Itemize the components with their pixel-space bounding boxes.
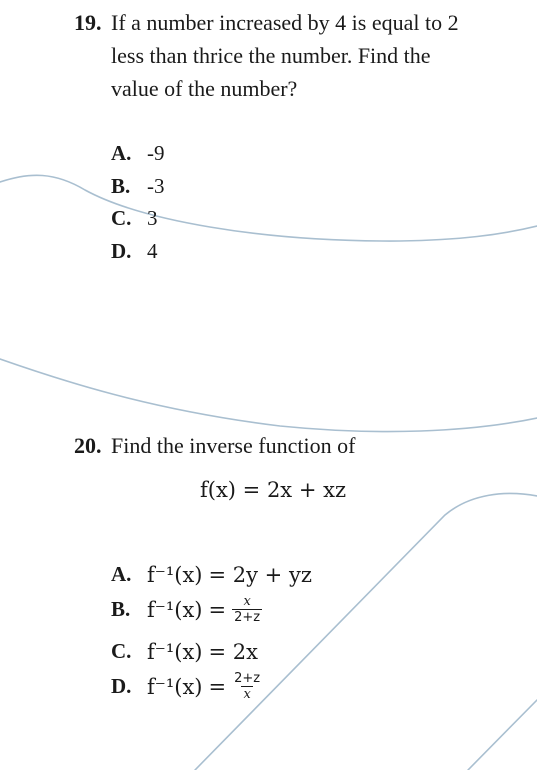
q20-option-b-letter: B.	[111, 597, 131, 621]
decor-curve-middle	[0, 359, 537, 432]
q19-option-b-value: -3	[147, 173, 165, 198]
question-19-number: 19.	[74, 10, 102, 35]
q20-option-d-fraction	[232, 671, 262, 702]
q19-option-b-letter: B.	[111, 173, 131, 198]
question-20	[74, 429, 514, 462]
q20-option-c-rhs: = 2x	[208, 639, 258, 664]
q19-option-a-value: -9	[147, 141, 165, 165]
q19-option-b[interactable]	[111, 170, 165, 203]
q20-option-d-lhs: f⁻¹(x)	[147, 674, 203, 699]
question-19-text-line-3: value of the number?	[111, 76, 298, 101]
question-20-number: 20.	[74, 433, 102, 458]
q20-option-a-lhs: f⁻¹(x)	[147, 562, 203, 587]
question-19-text-line-1: If a number increased by 4 is equal to 2	[111, 10, 459, 35]
q19-option-c-letter: C.	[111, 206, 132, 230]
question-19-options	[111, 137, 165, 267]
q20-option-b-denominator: 2+z	[234, 610, 261, 625]
q20-option-c-lhs: f⁻¹(x)	[147, 639, 203, 664]
q20-option-d-equals: =	[208, 674, 227, 699]
q20-option-a-letter: A.	[111, 562, 132, 586]
question-20-equation: f(x) = 2x + xz	[200, 478, 347, 502]
decor-curve-right	[195, 493, 537, 770]
q19-option-c-value: 3	[147, 206, 158, 230]
question-19	[74, 6, 514, 105]
q19-option-a[interactable]	[111, 137, 165, 170]
q19-option-c[interactable]	[111, 202, 165, 235]
q19-option-d-value: 4	[147, 238, 158, 263]
q20-option-d-numerator: 2+z	[234, 671, 261, 686]
q20-option-c-letter: C.	[111, 639, 132, 663]
q20-option-b[interactable]	[111, 594, 262, 625]
q20-option-a-rhs: = 2y + yz	[208, 562, 312, 587]
decor-curve-top	[0, 175, 537, 241]
q20-option-b-lhs: f⁻¹(x)	[147, 597, 203, 622]
q19-option-a-letter: A.	[111, 141, 132, 165]
q19-option-d[interactable]	[111, 235, 165, 268]
q20-option-c[interactable]	[111, 639, 258, 664]
q20-option-a[interactable]	[111, 562, 312, 587]
q19-option-d-letter: D.	[111, 238, 132, 263]
question-19-text-line-2: less than thrice the number. Find the	[111, 43, 431, 68]
q20-option-d-letter: D.	[111, 674, 132, 698]
q20-option-b-fraction	[232, 594, 262, 625]
q20-option-b-equals: =	[208, 597, 227, 622]
q20-option-b-numerator: x	[243, 594, 251, 609]
decor-line-bottom-right	[468, 700, 537, 770]
question-20-text: Find the inverse function of	[111, 433, 356, 458]
q20-option-d-denominator: x	[243, 687, 251, 702]
q20-option-d[interactable]	[111, 671, 262, 702]
